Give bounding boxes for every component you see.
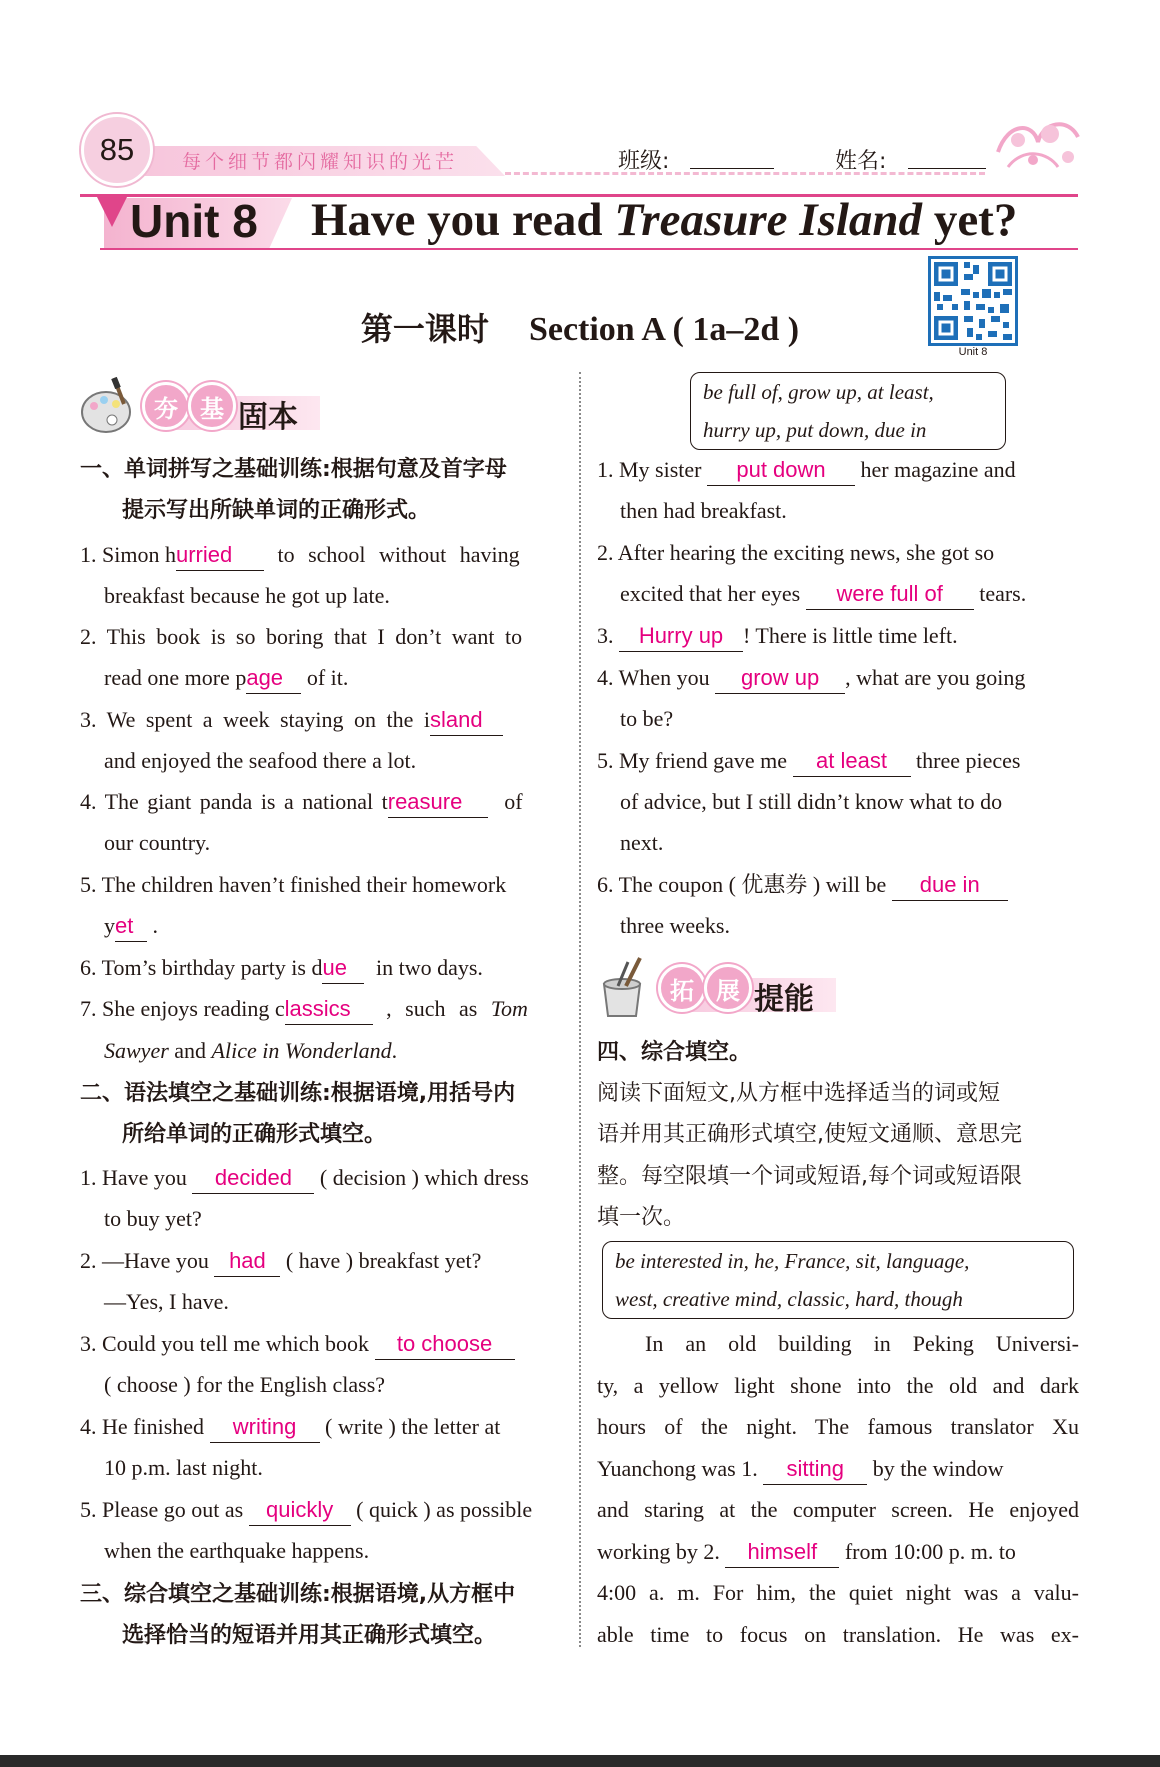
p3-q5-answer[interactable]: at least [793, 746, 911, 777]
part1-heading: 一、单词拼写之基础训练:根据句意及首字母 [80, 457, 507, 482]
p1-q4-line1: 4. The giant panda is a national treasure of [80, 787, 523, 818]
part4-instruction-2: 语并用其正确形式填空,使短文通顺、意思完 [597, 1122, 1022, 1147]
class-label: 班级: [618, 149, 670, 174]
passage-line-6: working by 2. himself from 10:00 p. m. to [597, 1537, 1016, 1568]
p3-q6-line1: 6. The coupon ( 优惠券 ) will be due in [597, 870, 1008, 901]
p1-q3-line1: 3. We spent a week staying on the island [80, 705, 503, 736]
part3-heading-cont: 选择恰当的短语并用其正确形式填空。 [122, 1623, 497, 1648]
part4-instruction-1: 阅读下面短文,从方框中选择适当的词或短 [597, 1081, 1000, 1106]
floral-ornament-icon [988, 112, 1088, 178]
passage-line-4: Yuanchong was 1. sitting by the window [597, 1454, 1003, 1485]
p3-q1-line2: then had breakfast. [620, 498, 787, 523]
p1-q1-answer[interactable]: urried [176, 540, 264, 571]
p1-q2-line1: 2. This book is so boring that I don’t want to [80, 624, 523, 649]
p1-q7-line1: 7. She enjoys reading classics , such as Tom [80, 994, 528, 1025]
section-badge-consolidate: 夯 基 固本 [80, 374, 320, 438]
part3-heading: 三、综合填空之基础训练:根据语境,从方框中 [80, 1582, 516, 1607]
p3-q4-answer[interactable]: grow up [715, 663, 845, 694]
part4-heading: 四、综合填空。 [597, 1040, 752, 1065]
p1-q7-line2: Sawyer and Alice in Wonderland. [104, 1038, 398, 1063]
palette-icon [80, 374, 138, 438]
p3-q2-line1: 2. After hearing the exciting news, she got so [597, 540, 995, 565]
p2-q2-answer[interactable]: had [214, 1246, 280, 1277]
p3-q5-line3: next. [620, 830, 664, 855]
p2-q2-line2: —Yes, I have. [104, 1289, 229, 1314]
passage-line-1: In an old building in Peking Universi- [645, 1331, 1079, 1356]
p1-q5-line1: 5. The children haven’t finished their homework [80, 872, 507, 897]
p3-q6-line2: three weeks. [620, 913, 730, 938]
p1-q7-answer[interactable]: lassics [285, 994, 373, 1025]
p2-q4-line2: 10 p.m. last night. [104, 1455, 263, 1480]
p1-q6-line: 6. Tom’s birthday party is due in two days. [80, 953, 483, 984]
header-dash-line [505, 172, 985, 175]
section-badge-extend: 拓 展 提能 [596, 956, 836, 1020]
title-bottom-rule [100, 248, 1078, 250]
p1-q3-line2: and enjoyed the seafood there a lot. [104, 748, 417, 773]
phrase-box: be full of, grow up, at least, hurry up, put down, due in [690, 372, 1006, 450]
p2-q1-line1: 1. Have you decided ( decision ) which dress [80, 1163, 529, 1194]
p1-q2-line2: read one more page of it. [104, 663, 348, 694]
p3-q5-line2: of advice, but I still didn’t know what to do [620, 789, 1003, 814]
p3-q2-answer[interactable]: were full of [806, 579, 974, 610]
p2-q5-line1: 5. Please go out as quickly ( quick ) as possible [80, 1495, 532, 1526]
passage-line-5: and staring at the computer screen. He enjoyed [597, 1497, 1079, 1522]
p3-q1-line1: 1. My sister put down her magazine and [597, 455, 1016, 486]
p1-q5-line2: yet . [104, 911, 158, 942]
passage-line-7: 4:00 a. m. For him, the quiet night was a valu- [597, 1580, 1079, 1605]
section-title: 第一课时 Section A ( 1a–2d ) [360, 310, 800, 348]
brush-bucket-icon [596, 956, 654, 1020]
class-blank [690, 168, 774, 169]
column-divider [579, 372, 581, 1647]
p1-q3-answer[interactable]: sland [430, 705, 503, 736]
p3-q5-line1: 5. My friend gave me at least three pieces [597, 746, 1020, 777]
p1-q6-answer[interactable]: ue [322, 953, 364, 984]
unit-label: Unit 8 [130, 195, 258, 247]
p2-q3-answer[interactable]: to choose [375, 1329, 515, 1360]
p3-q2-line2: excited that her eyes were full of tears. [620, 579, 1026, 610]
p3-q4-line2: to be? [620, 706, 674, 731]
p1-q4-answer[interactable]: reasure [388, 787, 488, 818]
p2-q5-line2: when the earthquake happens. [104, 1538, 370, 1563]
p1-q2-answer[interactable]: age [246, 663, 301, 694]
p2-q4-line1: 4. He finished writing ( write ) the letter at [80, 1412, 500, 1443]
p3-q4-line1: 4. When you grow up , what are you going [597, 663, 1025, 694]
p2-q3-line2: ( choose ) for the English class? [104, 1372, 386, 1397]
p3-q3-answer[interactable]: Hurry up [619, 621, 743, 652]
passage-line-2: ty, a yellow light shone into the old and dark [597, 1373, 1079, 1398]
name-blank [908, 168, 986, 169]
slogan: 每个细节都闪耀知识的光芒 [182, 151, 459, 173]
p2-q3-line1: 3. Could you tell me which book to choose [80, 1329, 515, 1360]
word-box: be interested in, he, France, sit, language, west, creative mind, classic, hard, though [602, 1241, 1074, 1319]
qr-caption: Unit 8 [958, 346, 988, 358]
p2-q4-answer[interactable]: writing [210, 1412, 320, 1443]
passage-answer-2[interactable]: himself [725, 1537, 839, 1568]
passage-line-3: hours of the night. The famous translator Xu [597, 1414, 1079, 1439]
p2-q1-answer[interactable]: decided [192, 1163, 314, 1194]
p2-q5-answer[interactable]: quickly [249, 1495, 351, 1526]
part4-instruction-4: 填一次。 [597, 1205, 686, 1230]
part2-heading: 二、语法填空之基础训练:根据语境,用括号内 [80, 1081, 516, 1106]
p3-q3-line: 3. Hurry up ! There is little time left. [597, 621, 958, 652]
p1-q1-line1: 1. Simon hurried to school without having [80, 540, 520, 571]
part4-instruction-3: 整。每空限填一个词或短语,每个词或短语限 [597, 1164, 1022, 1189]
part1-heading-cont: 提示写出所缺单词的正确形式。 [122, 498, 431, 523]
p3-q6-answer[interactable]: due in [892, 870, 1008, 901]
page-number: 85 [81, 114, 153, 186]
bottom-edge [0, 1755, 1160, 1767]
p3-q1-answer[interactable]: put down [707, 455, 855, 486]
passage-line-8: able time to focus on translation. He was ex- [597, 1622, 1079, 1647]
name-label: 姓名: [835, 149, 887, 174]
p1-q1-line2: breakfast because he got up late. [104, 583, 390, 608]
p1-q5-answer[interactable]: et [115, 911, 147, 942]
part2-heading-cont: 所给单词的正确形式填空。 [122, 1122, 387, 1147]
p2-q1-line2: to buy yet? [104, 1206, 202, 1231]
p2-q2-line1: 2. —Have you had ( have ) breakfast yet? [80, 1246, 481, 1277]
unit-title: Have you read Treasure Island yet? [311, 194, 1018, 246]
p1-q4-line2: our country. [104, 830, 211, 855]
passage-answer-1[interactable]: sitting [763, 1454, 867, 1485]
qr-code-icon[interactable] [928, 256, 1018, 346]
